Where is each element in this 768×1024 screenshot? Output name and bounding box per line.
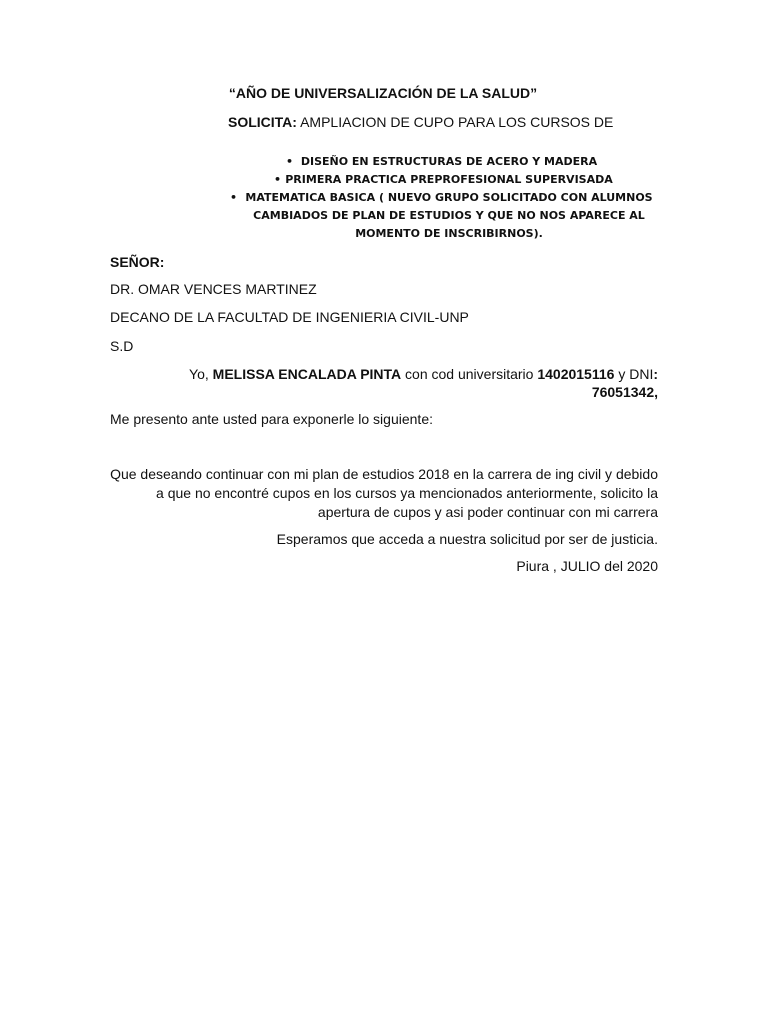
- body-paragraph: Que deseando continuar con mi plan de estudios 2018 en la carrera de ing civil y debido a que no encontré cupos en los cursos ya mencionados anteriormente, solicito la apertura de cupos y asi poder continuar con mi carrera: [110, 466, 658, 520]
- student-code: 1402015116: [537, 366, 615, 382]
- bullet-icon: •: [230, 191, 238, 204]
- document-heading: “AÑO DE UNIVERSALIZACIÓN DE LA SALUD”: [228, 85, 538, 101]
- solicita-text: AMPLIACION DE CUPO PARA LOS CURSOS DE: [296, 114, 614, 130]
- place-date: Piura , JULIO del 2020: [516, 558, 658, 574]
- addressee-name: DR. OMAR VENCES MARTINEZ: [110, 281, 317, 297]
- sd-line: S.D: [110, 338, 134, 354]
- intro-paragraph: Yo, MELISSA ENCALADA PINTA con cod universitario 1402015116 y DNI: 76051342,: [189, 366, 658, 400]
- addressee-position: DECANO DE LA FACULTAD DE INGENIERIA CIVIL-UNP: [110, 309, 469, 325]
- student-dni: 76051342,: [591, 384, 658, 400]
- presento-line: Me presento ante usted para exponerle lo siguiente:: [110, 411, 433, 427]
- student-name: MELISSA ENCALADA PINTA: [212, 366, 402, 382]
- list-item: • DISEÑO EN ESTRUCTURAS DE ACERO Y MADERA: [220, 153, 678, 171]
- solicita-label: SOLICITA:: [228, 114, 297, 130]
- list-item: • MATEMATICA BASICA ( NUEVO GRUPO SOLICITADO CON ALUMNOS CAMBIADOS DE PLAN DE ESTUDIOS Y QUE NO NOS APARECE AL MOMENTO DE INSCRIBIRNOS).: [230, 191, 653, 240]
- bullet-icon: •: [286, 155, 294, 168]
- list-item: • PRIMERA PRACTICA PREPROFESIONAL SUPERVISADA: [220, 171, 678, 189]
- salutation: SEÑOR:: [110, 254, 165, 270]
- course-list: [220, 153, 678, 243]
- closing-line: Esperamos que acceda a nuestra solicitud por ser de justicia.: [276, 531, 658, 547]
- bullet-icon: •: [274, 173, 282, 186]
- solicita-line: [228, 114, 613, 130]
